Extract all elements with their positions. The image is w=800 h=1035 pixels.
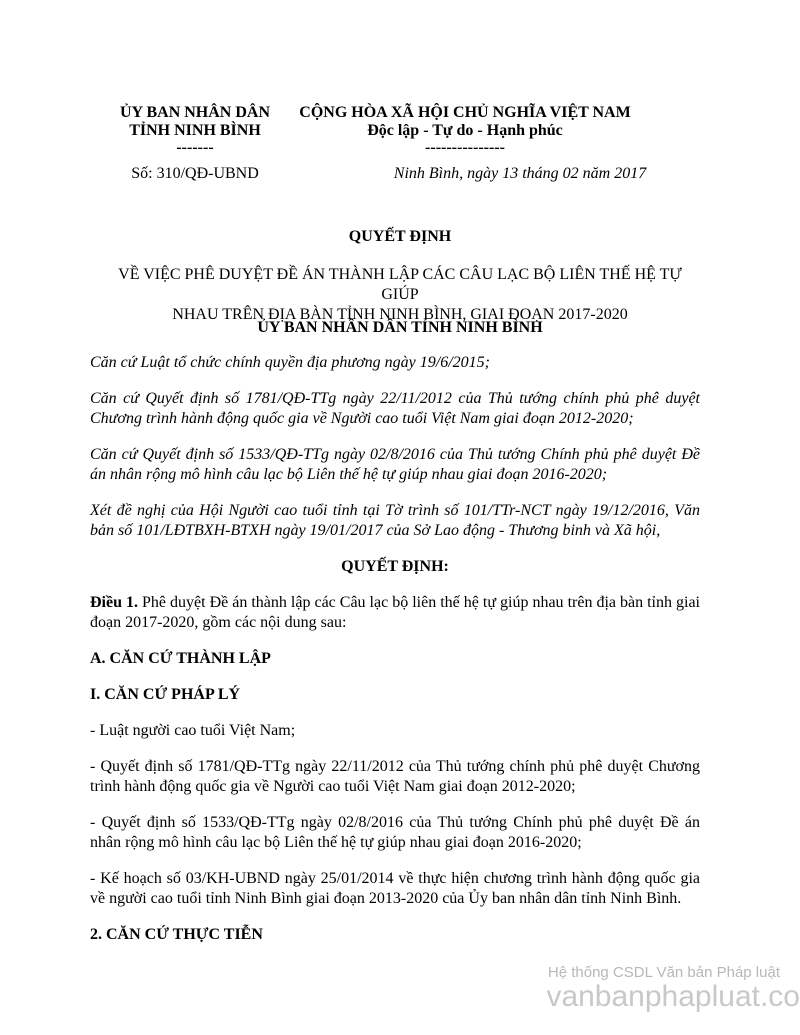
subtitle-line2: NHAU TRÊN ĐỊA BÀN TỈNH NINH BÌNH, GIAI ĐOẠN 2017-2020 (172, 306, 628, 323)
section-i-heading: I. CĂN CỨ PHÁP LÝ (90, 686, 241, 703)
agency-divider: ------- (176, 139, 214, 156)
document-body (90, 353, 700, 961)
watermark-caption: Hệ thống CSDL Văn bản Pháp luật (547, 964, 780, 981)
section-2-heading: 2. CĂN CỨ THỰC TIỄN (90, 926, 263, 943)
document-number: Số: 310/QĐ-UBND (131, 165, 259, 182)
section-a-heading: A. CĂN CỨ THÀNH LẬP (90, 650, 271, 667)
preamble-item: Căn cứ Quyết định số 1781/QĐ-TTg ngày 22/11/2012 của Thủ tướng chính phủ phê duyệt Chương trình hành động quốc gia về Người cao tuổi Việt Nam giai đoạn 2012-2020; (90, 390, 700, 427)
subtitle-line1: VỀ VIỆC PHÊ DUYỆT ĐỀ ÁN THÀNH LẬP CÁC CÂU LẠC BỘ LIÊN THẾ HỆ TỰ GIÚP (118, 266, 682, 303)
issuing-agency-block (90, 104, 300, 156)
motto: Độc lập - Tự do - Hạnh phúc (367, 122, 563, 139)
preamble-item: Xét đề nghị của Hội Người cao tuổi tỉnh tại Tờ trình số 101/TTr-NCT ngày 19/12/2016, Văn bản số 101/LĐTBXH-BTXH ngày 19/01/2017 của Sở Lao động - Thương binh và Xã hội, (90, 502, 700, 539)
motto-divider: --------------- (425, 139, 505, 156)
national-motto-block (290, 104, 640, 156)
legal-basis-item: - Quyết định số 1781/QĐ-TTg ngày 22/11/2012 của Thủ tướng chính phủ phê duyệt Chương trình hành động quốc gia về Người cao tuổi Việt Nam giai đoạn 2012-2020; (90, 758, 700, 795)
country-name: CỘNG HÒA XÃ HỘI CHỦ NGHĨA VIỆT NAM (299, 104, 631, 121)
issuer-heading: ỦY BAN NHÂN DÂN TỈNH NINH BÌNH (257, 319, 543, 336)
document-subtitle (100, 265, 700, 325)
preamble-item: Căn cứ Quyết định số 1533/QĐ-TTg ngày 02/8/2016 của Thủ tướng Chính phủ phê duyệt Đề án nhân rộng mô hình câu lạc bộ Liên thế hệ tự giúp nhau giai đoạn 2016-2020; (90, 446, 700, 483)
decision-heading: QUYẾT ĐỊNH: (341, 558, 449, 575)
article-1-text: Phê duyệt Đề án thành lập các Câu lạc bộ liên thế hệ tự giúp nhau trên địa bàn tỉnh giai đoạn 2017-2020, gồm các nội dung sau: (90, 594, 701, 631)
document-title: QUYẾT ĐỊNH (348, 228, 452, 245)
document-date: Ninh Bình, ngày 13 tháng 02 năm 2017 (393, 165, 647, 182)
preamble-item: Căn cứ Luật tổ chức chính quyền địa phương ngày 19/6/2015; (90, 354, 490, 371)
article-1-label: Điều 1. (90, 594, 139, 611)
legal-basis-item: - Luật người cao tuổi Việt Nam; (90, 722, 296, 739)
watermark-site: vanbanphapluat.co (546, 980, 800, 1013)
agency-name-line1: ỦY BAN NHÂN DÂN (119, 104, 271, 121)
agency-name-line2: TỈNH NINH BÌNH (129, 122, 261, 139)
legal-basis-item: - Quyết định số 1533/QĐ-TTg ngày 02/8/2016 của Thủ tướng Chính phủ phê duyệt Đề án nhân rộng mô hình câu lạc bộ Liên thế hệ tự giúp nhau giai đoạn 2016-2020; (90, 814, 700, 851)
article-1 (90, 593, 700, 633)
legal-basis-item: - Kế hoạch số 03/KH-UBND ngày 25/01/2014 về thực hiện chương trình hành động quốc gia về người cao tuổi tỉnh Ninh Bình giai đoạn 2013-2020 của Ủy ban nhân dân tỉnh Ninh Bình. (90, 870, 700, 907)
